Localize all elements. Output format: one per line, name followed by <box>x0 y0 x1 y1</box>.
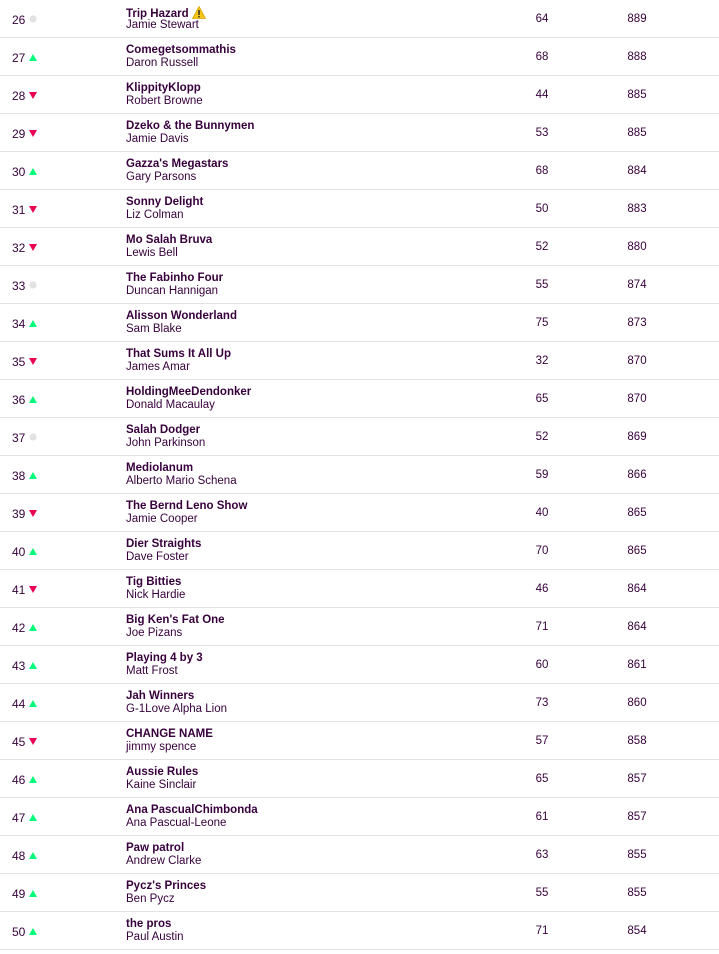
rank-up-arrow-icon <box>29 548 37 555</box>
rank-up-arrow-icon <box>29 396 37 403</box>
team-name: Jah Winners <box>126 690 195 702</box>
manager-name: Jamie Stewart <box>126 19 199 31</box>
team-name-link[interactable] <box>126 234 212 247</box>
rank-number: 47 <box>12 811 26 825</box>
rank-up-arrow-icon <box>29 472 37 479</box>
gameweek-points: 46 <box>535 583 549 595</box>
manager-name: John Parkinson <box>126 437 206 449</box>
total-points: 855 <box>627 849 647 861</box>
rank-down-arrow-icon <box>29 92 37 99</box>
rank-number: 49 <box>12 887 26 901</box>
table-row[interactable] <box>0 760 719 798</box>
manager-name: jimmy spence <box>126 741 197 753</box>
total-points: 857 <box>627 811 647 823</box>
team-name: Comegetsommathis <box>126 44 236 56</box>
gameweek-points: 50 <box>535 203 549 215</box>
gameweek-points: 32 <box>535 355 549 367</box>
rank-number: 39 <box>12 507 26 521</box>
table-row[interactable] <box>0 494 719 532</box>
total-points: 874 <box>627 279 647 291</box>
team-name: Dzeko & the Bunnymen <box>126 120 255 132</box>
manager-name: Dave Foster <box>126 551 189 563</box>
team-name: Tig Bitties <box>126 576 182 588</box>
team-name-link[interactable] <box>126 538 201 551</box>
rank-up-arrow-icon <box>29 890 37 897</box>
rank-number: 28 <box>12 89 26 103</box>
rank-unchanged-dot-icon <box>29 15 37 22</box>
gameweek-points: 61 <box>535 811 549 823</box>
rank-down-arrow-icon <box>29 738 37 745</box>
manager-name: Andrew Clarke <box>126 855 202 867</box>
total-points: 870 <box>627 355 647 367</box>
gameweek-points: 53 <box>535 127 549 139</box>
rank-up-arrow-icon <box>29 814 37 821</box>
total-points: 880 <box>627 241 647 253</box>
table-row[interactable] <box>0 798 719 836</box>
table-row[interactable] <box>0 456 719 494</box>
team-name-link[interactable] <box>126 880 206 893</box>
gameweek-points: 75 <box>535 317 549 329</box>
rank-up-arrow-icon <box>29 662 37 669</box>
manager-name: Joe Pizans <box>126 627 183 639</box>
gameweek-points: 73 <box>535 697 549 709</box>
manager-name: G-1Love Alpha Lion <box>126 703 228 715</box>
table-row[interactable] <box>0 304 719 342</box>
table-row[interactable] <box>0 266 719 304</box>
team-name-link[interactable] <box>126 576 181 589</box>
rank-down-arrow-icon <box>29 510 37 517</box>
rank-number: 40 <box>12 545 26 559</box>
gameweek-points: 70 <box>535 545 549 557</box>
rank-up-arrow-icon <box>29 776 37 783</box>
total-points: 864 <box>627 583 647 595</box>
team-name: Dier Straights <box>126 538 202 550</box>
rank-down-arrow-icon <box>29 586 37 593</box>
rank-number: 31 <box>12 203 26 217</box>
rank-number: 30 <box>12 165 26 179</box>
team-name-link[interactable] <box>126 842 184 855</box>
rank-number: 36 <box>12 393 26 407</box>
team-name-link[interactable] <box>126 728 213 741</box>
manager-name: Nick Hardie <box>126 589 186 601</box>
manager-name: Sam Blake <box>126 323 182 335</box>
manager-name: Robert Browne <box>126 95 203 107</box>
team-name: Pycz's Princes <box>126 880 207 892</box>
rank-number: 35 <box>12 355 26 369</box>
team-name-link[interactable] <box>126 614 225 627</box>
team-name: Mediolanum <box>126 462 194 474</box>
rank-number: 34 <box>12 317 26 331</box>
rank-up-arrow-icon <box>29 54 37 61</box>
rank-number: 45 <box>12 735 26 749</box>
rank-up-arrow-icon <box>29 852 37 859</box>
table-row[interactable] <box>0 76 719 114</box>
manager-name: James Amar <box>126 361 190 373</box>
total-points: 870 <box>627 393 647 405</box>
gameweek-points: 40 <box>535 507 549 519</box>
team-name: Aussie Rules <box>126 766 199 778</box>
manager-name: Matt Frost <box>126 665 178 677</box>
rank-number: 38 <box>12 469 26 483</box>
total-points: 855 <box>627 887 647 899</box>
team-name-link[interactable] <box>126 462 193 475</box>
team-name: Big Ken's Fat One <box>126 614 225 626</box>
team-name-link[interactable] <box>126 196 203 209</box>
manager-name: Ana Pascual-Leone <box>126 817 227 829</box>
team-name-link[interactable] <box>126 918 171 931</box>
total-points: 861 <box>627 659 647 671</box>
rank-number: 33 <box>12 279 26 293</box>
team-name: Trip Hazard <box>126 8 189 20</box>
gameweek-points: 65 <box>535 773 549 785</box>
manager-name: Paul Austin <box>126 931 184 943</box>
team-name: Sonny Delight <box>126 196 204 208</box>
team-name-link[interactable] <box>126 500 247 513</box>
rank-up-arrow-icon <box>29 700 37 707</box>
total-points: 869 <box>627 431 647 443</box>
rank-number: 44 <box>12 697 26 711</box>
rank-unchanged-dot-icon <box>29 281 37 288</box>
rank-number: 26 <box>12 13 26 27</box>
rank-number: 42 <box>12 621 26 635</box>
table-row[interactable] <box>0 152 719 190</box>
team-name: HoldingMeeDendonker <box>126 386 252 398</box>
rank-number: 29 <box>12 127 26 141</box>
team-name-link[interactable] <box>126 44 236 57</box>
table-row[interactable] <box>0 380 719 418</box>
rank-down-arrow-icon <box>29 244 37 251</box>
total-points: 858 <box>627 735 647 747</box>
team-name-link[interactable] <box>126 386 251 399</box>
total-points: 885 <box>627 127 647 139</box>
total-points: 888 <box>627 51 647 63</box>
team-name-link[interactable] <box>126 348 231 361</box>
rank-up-arrow-icon <box>29 320 37 327</box>
gameweek-points: 52 <box>535 241 549 253</box>
team-name: CHANGE NAME <box>126 728 213 740</box>
team-name: Paw patrol <box>126 842 185 854</box>
gameweek-points: 44 <box>535 89 549 101</box>
team-name: Mo Salah Bruva <box>126 234 213 246</box>
team-name-link[interactable] <box>126 120 254 133</box>
rank-down-arrow-icon <box>29 358 37 365</box>
rank-down-arrow-icon <box>29 130 37 137</box>
team-name-link[interactable] <box>126 272 223 285</box>
gameweek-points: 60 <box>535 659 549 671</box>
team-name-link[interactable] <box>126 766 198 779</box>
table-row[interactable] <box>0 912 719 950</box>
manager-name: Alberto Mario Schena <box>126 475 237 487</box>
table-row[interactable] <box>0 836 719 874</box>
rank-number: 41 <box>12 583 26 597</box>
table-row[interactable] <box>0 342 719 380</box>
total-points: 854 <box>627 925 647 937</box>
manager-name: Jamie Davis <box>126 133 189 145</box>
gameweek-points: 55 <box>535 279 549 291</box>
manager-name: Liz Colman <box>126 209 184 221</box>
table-row[interactable] <box>0 874 719 912</box>
table-row[interactable] <box>0 532 719 570</box>
total-points: 885 <box>627 89 647 101</box>
gameweek-points: 64 <box>535 13 549 25</box>
gameweek-points: 71 <box>535 621 549 633</box>
rank-number: 32 <box>12 241 26 255</box>
gameweek-points: 65 <box>535 393 549 405</box>
gameweek-points: 63 <box>535 849 549 861</box>
team-name: The Fabinho Four <box>126 272 224 284</box>
team-name-link[interactable] <box>126 804 258 817</box>
rank-up-arrow-icon <box>29 928 37 935</box>
rank-number: 46 <box>12 773 26 787</box>
rank-up-arrow-icon <box>29 168 37 175</box>
total-points: 860 <box>627 697 647 709</box>
table-row[interactable] <box>0 608 719 646</box>
table-row[interactable] <box>0 0 719 38</box>
total-points: 873 <box>627 317 647 329</box>
table-row[interactable] <box>0 190 719 228</box>
manager-name: Jamie Cooper <box>126 513 198 525</box>
gameweek-points: 57 <box>535 735 549 747</box>
team-name: Alisson Wonderland <box>126 310 237 322</box>
total-points: 865 <box>627 545 647 557</box>
table-row[interactable] <box>0 722 719 760</box>
team-name: Playing 4 by 3 <box>126 652 203 664</box>
total-points: 883 <box>627 203 647 215</box>
rank-unchanged-dot-icon <box>29 433 37 440</box>
gameweek-points: 59 <box>535 469 549 481</box>
rank-number: 27 <box>12 51 26 65</box>
team-name-link[interactable] <box>126 424 200 437</box>
manager-name: Gary Parsons <box>126 171 197 183</box>
manager-name: Kaine Sinclair <box>126 779 197 791</box>
team-name: Salah Dodger <box>126 424 201 436</box>
manager-name: Lewis Bell <box>126 247 178 259</box>
team-name: KlippityKlopp <box>126 82 201 94</box>
gameweek-points: 55 <box>535 887 549 899</box>
table-row[interactable] <box>0 418 719 456</box>
table-row[interactable] <box>0 646 719 684</box>
total-points: 865 <box>627 507 647 519</box>
rank-number: 48 <box>12 849 26 863</box>
team-name-link[interactable] <box>126 652 203 665</box>
rank-down-arrow-icon <box>29 206 37 213</box>
total-points: 864 <box>627 621 647 633</box>
manager-name: Duncan Hannigan <box>126 285 219 297</box>
table-row[interactable] <box>0 684 719 722</box>
gameweek-points: 52 <box>535 431 549 443</box>
team-name: The Bernd Leno Show <box>126 500 248 512</box>
total-points: 889 <box>627 13 647 25</box>
manager-name: Donald Macaulay <box>126 399 215 411</box>
team-name-link[interactable] <box>126 82 201 95</box>
rank-number: 43 <box>12 659 26 673</box>
team-name: Ana PascualChimbonda <box>126 804 258 816</box>
gameweek-points: 68 <box>535 51 549 63</box>
team-name-link[interactable] <box>126 158 228 171</box>
gameweek-points: 68 <box>535 165 549 177</box>
table-row[interactable] <box>0 38 719 76</box>
table-row[interactable] <box>0 570 719 608</box>
team-name: the pros <box>126 918 172 930</box>
total-points: 857 <box>627 773 647 785</box>
team-name: That Sums It All Up <box>126 348 231 360</box>
team-name-link[interactable] <box>126 310 237 323</box>
rank-number: 50 <box>12 925 26 939</box>
table-row[interactable] <box>0 114 719 152</box>
rank-up-arrow-icon <box>29 624 37 631</box>
table-row[interactable] <box>0 228 719 266</box>
manager-name: Ben Pycz <box>126 893 175 905</box>
team-name-link[interactable] <box>126 690 194 703</box>
team-name: Gazza's Megastars <box>126 158 229 170</box>
total-points: 884 <box>627 165 647 177</box>
total-points: 866 <box>627 469 647 481</box>
rank-number: 37 <box>12 431 26 445</box>
manager-name: Daron Russell <box>126 57 199 69</box>
gameweek-points: 71 <box>535 925 549 937</box>
